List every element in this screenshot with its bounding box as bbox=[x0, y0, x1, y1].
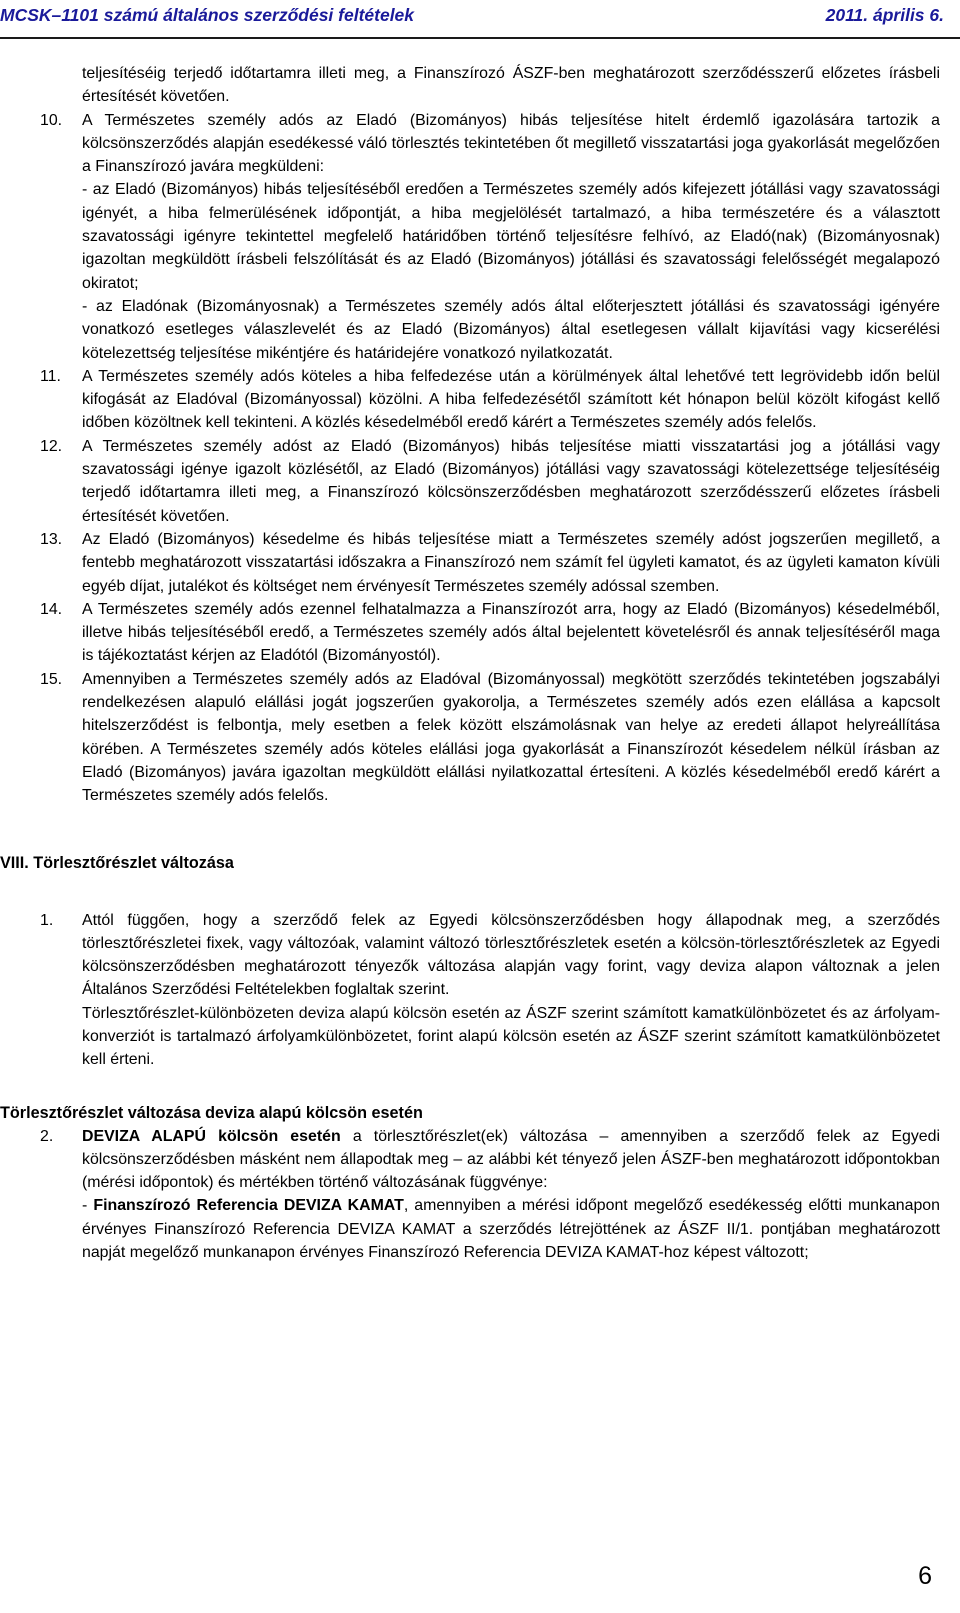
item-number: 12. bbox=[40, 437, 63, 455]
numbered-item-1 bbox=[0, 909, 940, 1072]
item-number: 10. bbox=[40, 111, 63, 129]
item-paragraph bbox=[82, 1125, 940, 1195]
section-heading: VIII. Törlesztőrészlet változása bbox=[0, 853, 234, 872]
numbered-item-11 bbox=[0, 365, 940, 435]
item-number: 11. bbox=[40, 367, 61, 385]
item-paragraph: A Természetes személy adós köteles a hiba felfedezése után a körülmények által lehetővé tett legrövidebb időn belül kifogását az Eladóval (Bizományossal) közölni. A hiba felfedezésétől számított két hónapon belül közölt kifogást kellő időben közöltnek kell tekinteni. A közlés késedelméből eredő kárért a Természetes személy adós felelős. bbox=[82, 367, 940, 432]
item-paragraph: Amennyiben a Természetes személy adós az Eladóval (Bizományossal) megkötött szerződés tekintetében jogszabályi rendelkezésen alapuló elállási jogát jogszerűen gyakorolja, a Természetes személy adós ezen elállása a kapcsolt hitelszerződést is felbontja, mely esetben a felek között elszámolásnak van helye az eredeti állapot helyreállítása körében. A Természetes személy adós köteles elállási joga gyakorlását a Finanszírozót késedelem nélkül írásban az Eladó (Bizományos) javára igazoltan megküldött elállási nyilatkozattal értesíteni. A közlés késedelméből eredő kárért a Természetes személy adós felelős. bbox=[82, 670, 940, 805]
item-paragraph: A Természetes személy adóst az Eladó (Bizományos) hibás teljesítése miatti visszatartási jog a jótállási vagy szavatossági igénye igazolt közlésétől, az Eladó (Bizományos) jótállási vagy szavatossági kötelezettsége teljesítéséig terjedő időtartamra illeti meg, a Finanszírozó kölcsönszerződésben meghatározott szerződésszerű előzetes írásbeli értesítését követően. bbox=[82, 437, 940, 525]
page-header bbox=[0, 0, 960, 42]
item-paragraph: - az Eladónak (Bizományosnak) a Természetes személy adós által előterjesztett jótállási és szavatossági igényére vonatkozó esetleges válaszlevelét és az Eladó (Bizományos) által esetlegesen vállalt kijavítási vagy kicserélési kötelezettség teljesítése mikéntjére és határidejére vonatkozó nyilatkozatát. bbox=[82, 297, 940, 362]
lead-text: a törlesztőrészlet(ek) változása – amennyiben a szerződő felek az Egyedi kölcsönszerződésben másként nem állapodtak meg – az alábbi két tényező jelen ÁSZF-ben meghatározott időpontokban (mérési időpontok) és mértékben történő változásának függvénye: bbox=[82, 1127, 941, 1192]
numbered-item-2 bbox=[0, 1125, 940, 1265]
item-number: 1. bbox=[40, 911, 54, 929]
document-body bbox=[0, 62, 940, 1264]
bullet-text: , amennyiben a mérési időpont megelőző esedékesség előtti munkanapon érvényes Finanszírozó Referencia DEVIZA KAMAT a szerződés létrejöttének az ÁSZF II/1. pontjában meghatározott napját megelőző munkanapon érvényes Finanszírozó Referencia DEVIZA KAMAT-hoz képest változott; bbox=[82, 1197, 940, 1262]
bold-lead: DEVIZA ALAPÚ kölcsön esetén bbox=[82, 1127, 341, 1145]
continued-paragraph: teljesítéséig terjedő időtartamra illeti meg, a Finanszírozó ÁSZF-ben meghatározott szerződésszerű előzetes írásbeli értesítését követően. bbox=[82, 65, 940, 106]
header-rule bbox=[0, 37, 960, 39]
bold-term: Finanszírozó Referencia DEVIZA KAMAT bbox=[93, 1197, 404, 1215]
item-paragraph: A Természetes személy adós ezennel felhatalmazza a Finanszírozót arra, hogy az Eladó (Bizományos) késedelméből, illetve hibás teljesítéséből eredő, a Természetes személy adós által bejelentett követelésről és annak teljesítéséről maga is tájékoztatást kérjen az Eladótól (Bizományostól). bbox=[82, 600, 940, 665]
numbered-item-12 bbox=[0, 435, 940, 528]
numbered-item-10 bbox=[0, 109, 940, 365]
item-number: 15. bbox=[40, 670, 63, 688]
subsection-heading: Törlesztőrészlet változása deviza alapú kölcsön esetén bbox=[0, 1103, 423, 1122]
item-paragraph: Törlesztőrészlet-különbözeten deviza alapú kölcsön esetén az ÁSZF szerint számított kamatkülönbözetet és az árfolyam-konverziót is tartalmazó árfolyamkülönbözetet, forint alapú kölcsön esetén az ÁSZF szerint számított kamatkülönbözetet kell érteni. bbox=[82, 1004, 940, 1069]
numbered-item-15 bbox=[0, 668, 940, 808]
item-number: 14. bbox=[40, 600, 63, 618]
numbered-item-13 bbox=[0, 528, 940, 598]
bullet-dash: - bbox=[82, 1197, 94, 1215]
item-paragraph: A Természetes személy adós az Eladó (Bizományos) hibás teljesítése hitelt érdemlő igazolására tartozik a kölcsönszerződés alapján esedékessé váló törlesztés tekintetében őt megillető visszatartási joga gyakorlását megelőzően a Finanszírozó javára megküldeni: bbox=[82, 111, 940, 176]
item-number: 13. bbox=[40, 530, 63, 548]
page-number: 6 bbox=[918, 1562, 932, 1590]
bullet-paragraph bbox=[82, 1194, 940, 1264]
item-number: 2. bbox=[40, 1127, 54, 1145]
numbered-item-14 bbox=[0, 598, 940, 668]
item-paragraph: Attól függően, hogy a szerződő felek az Egyedi kölcsönszerződésben hogy állapodnak meg, a szerződés törlesztőrészletei fixek, vagy változóak, valamint változó törlesztőrészletek esetén a kölcsön-törlesztőrészletek az Egyedi kölcsönszerződésben meghatározott tényezők változása alapján vagy forint, vagy deviza alapon változnak a jelen Általános Szerződési Feltételekben foglaltak szerint. bbox=[82, 911, 940, 999]
item-paragraph: - az Eladó (Bizományos) hibás teljesítéséből eredően a Természetes személy adós kifejezett jótállási vagy szavatossági igényét, a hiba felmerülésének időpontját, a hiba megjelölését tartalmazó, a hiba természetére és a választott szavatossági igényre tekintettel megfelelő határidőben történő teljesítésre felhívó, az Eladó(nak) (Bizományosnak) igazoltan megküldött írásbeli felszólítását és az Eladó (Bizományos) jótállási és szavatossági felelősségét megalapozó okiratot; bbox=[82, 181, 940, 292]
document-date: 2011. április 6. bbox=[825, 5, 944, 25]
item-paragraph: Az Eladó (Bizományos) késedelme és hibás teljesítése miatt a Természetes személy adóst jogszerűen megillető, a fentebb meghatározott visszatartási időszakra a Finanszírozó nem számít fel ügyleti kamatot, és az ügyleti kamaton kívüli egyéb díjat, jutalékot és költséget nem érvényesít Természetes személy adóssal szemben. bbox=[82, 530, 940, 595]
document-title: MCSK–1101 számú általános szerződési feltételek bbox=[0, 5, 415, 25]
